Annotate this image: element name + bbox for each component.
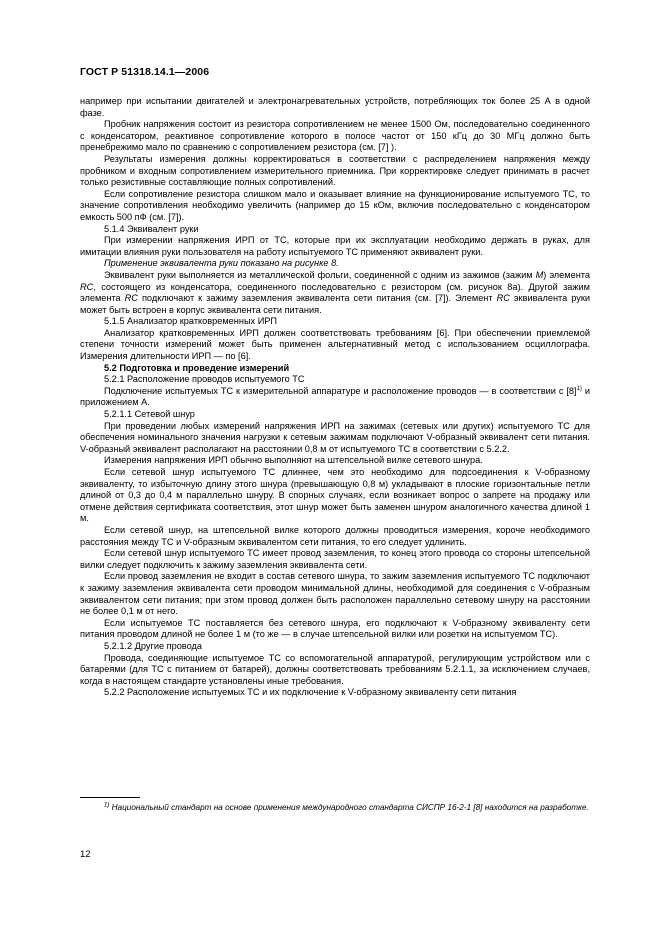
paragraph: Провода, соединяющие испытуемое ТС со вспомогательной аппаратурой, регулирующим устройством или с батареями (для ТС с питанием от батарей), должны соответствовать требованиям 5.2.1.1, за исключением случаев, когда в настоящем стандарте установлены иные требования. [80,652,590,686]
section-heading-5-1-4: 5.1.4 Эквивалент руки [104,223,199,234]
paragraph: Анализатор кратковременных ИРП должен соответствовать требованиям [6]. При обеспечении приемлемой степени точности измерений может быть применен альтернативный метод с использованием осциллографа. Измерения длительности ИРП — по [6]. [80,327,590,362]
section-heading-5-1-5: 5.1.5 Анализатор кратковременных ИРП [104,316,278,327]
paragraph: Если сетевой шнур испытуемого ТС имеет провод заземления, то конец этого провода со стороны штепсельной вилки следует подключить к зажиму заземления эквивалента сети. [80,548,590,570]
section-heading-5-2: 5.2 Подготовка и проведение измерений [104,362,290,373]
paragraph: Измерения напряжения ИРП обычно выполняют на штепсельной вилке сетевого шнура. [104,455,483,466]
document-header: ГОСТ Р 51318.14.1—2006 [80,66,210,78]
paragraph-connection: Подключение испытуемых ТС к измерительной аппаратуре и расположение проводов — в соответствии с $[8]^{1)}$ и приложением А. [80,385,591,408]
document-body [80,96,590,699]
paragraph: например при испытании двигателей и электронагревательных устройств, потребляющих ток более 25 А в одной фазе. [80,96,590,118]
paragraph: При проведении любых измерений напряжения ИРП на зажимах (сетевых или других) испытуемого ТС для обеспечения номинального значения нагрузки к сетевым зажимам подключают V-образный эквивалент сети питания. V-образный эквивалент располагают на расстоянии 0,8 м от испытуемого ТС в соответствии с 5.2.2. [80,420,590,454]
paragraph: Если сетевой шнур испытуемого ТС длиннее, чем это необходимо для подсоединения к V-образному эквиваленту, то избыточную длину этого шнура (превышающую 0,8 м) укладывают в плоские горизонтальные петли длиной от 0,3 до 0,4 м параллельно шнуру. В спорных случаях, если возникает вопрос о запрете на продажу или отмене действия сертификата соответствия, этот шнур может быть заменен шнуром аналогичного качества длиной 1 м. [80,467,590,524]
section-heading-5-2-1-2: 5.2.1.2 Другие провода [104,640,202,651]
section-heading-5-2-1: 5.2.1 Расположение проводов испытуемого ТС [104,374,305,385]
page-number: 12 [80,849,91,860]
paragraph: Если сопротивление резистора слишком мало и оказывает влияние на функционирование испытуемого ТС, то значение сопротивления необходимо увеличить (например до 15 кОм, включив последовательно с конденсатором емкость 500 пФ (см. [7]). [80,188,590,222]
paragraph: Результаты измерения должны корректироваться в соответствии с распределением напряжения между пробником и входным сопротивлением измерительного приемника. При корректировке следует принимать в расчет только резистивные составляющие полных сопротивлений. [80,153,590,188]
footnote-divider [80,797,140,798]
paragraph-rc-element: Эквивалент руки выполняется из металлической фольги, соединенной с одним из зажимов (зажим M) элемента RC, состоящего из конденсатора, соединенного последовательно с резистором (см. рисунок 8а). Другой зажим элемента RC подключают к зажиму заземления эквивалента сети питания (см. [7]). Элемент RC эквивалента руки может быть встроен в корпус эквивалента сети питания. [80,269,590,315]
footnote: $^{1)}$ Национальный стандарт на основе применения международного стандарта СИСПР 16-2-1 [8] находится на разработке. [104,802,589,812]
paragraph: Если провод заземления не входит в состав сетевого шнура, то зажим заземления испытуемого ТС подключают к зажиму заземления эквивалента сети проводом минимальной длины, необходимой для соединения с V-образным эквивалентом сети питания; при этом провод должен быть расположен параллельно сетевому шнуру на расстоянии не более 0,1 м от него. [80,571,590,617]
paragraph: Если испытуемое ТС поставляется без сетевого шнура, его подключают к V-образному эквиваленту сети питания проводом длиной не более 1 м (то же — в случае штепсельной вилки или розетки на испытуемом ТС). [80,617,590,640]
figure-reference: Применение эквивалента руки показано на рисунке 8. [104,258,339,269]
paragraph: Пробник напряжения состоит из резистора сопротивлением не менее 1500 Ом, последовательно соединенного с конденсатором, реактивное сопротивление которого в полосе частот от 150 кГц до 30 МГц должно быть пренебрежимо мало по сравнению с сопротивлением резистора (см. [7] ). [80,119,590,153]
paragraph: Если сетевой шнур, на штепсельной вилке которого должны проводиться измерения, короче необходимого расстояния между ТС и V-образным эквивалентом сети питания, то его следует удлинить. [80,524,590,547]
footnote-marker: 1) [576,385,582,392]
section-heading-5-2-2: 5.2.2 Расположение испытуемых ТС и их подключение к V-образному эквиваленту сети питания [104,687,517,698]
section-heading-5-2-1-1: 5.2.1.1 Сетевой шнур [104,409,195,420]
paragraph: При измерении напряжения ИРП от ТС, которые при их эксплуатации необходимо держать в руках, для имитации влияния руки пользователя на работу испытуемого ТС применяют эквивалент руки. [80,235,590,257]
